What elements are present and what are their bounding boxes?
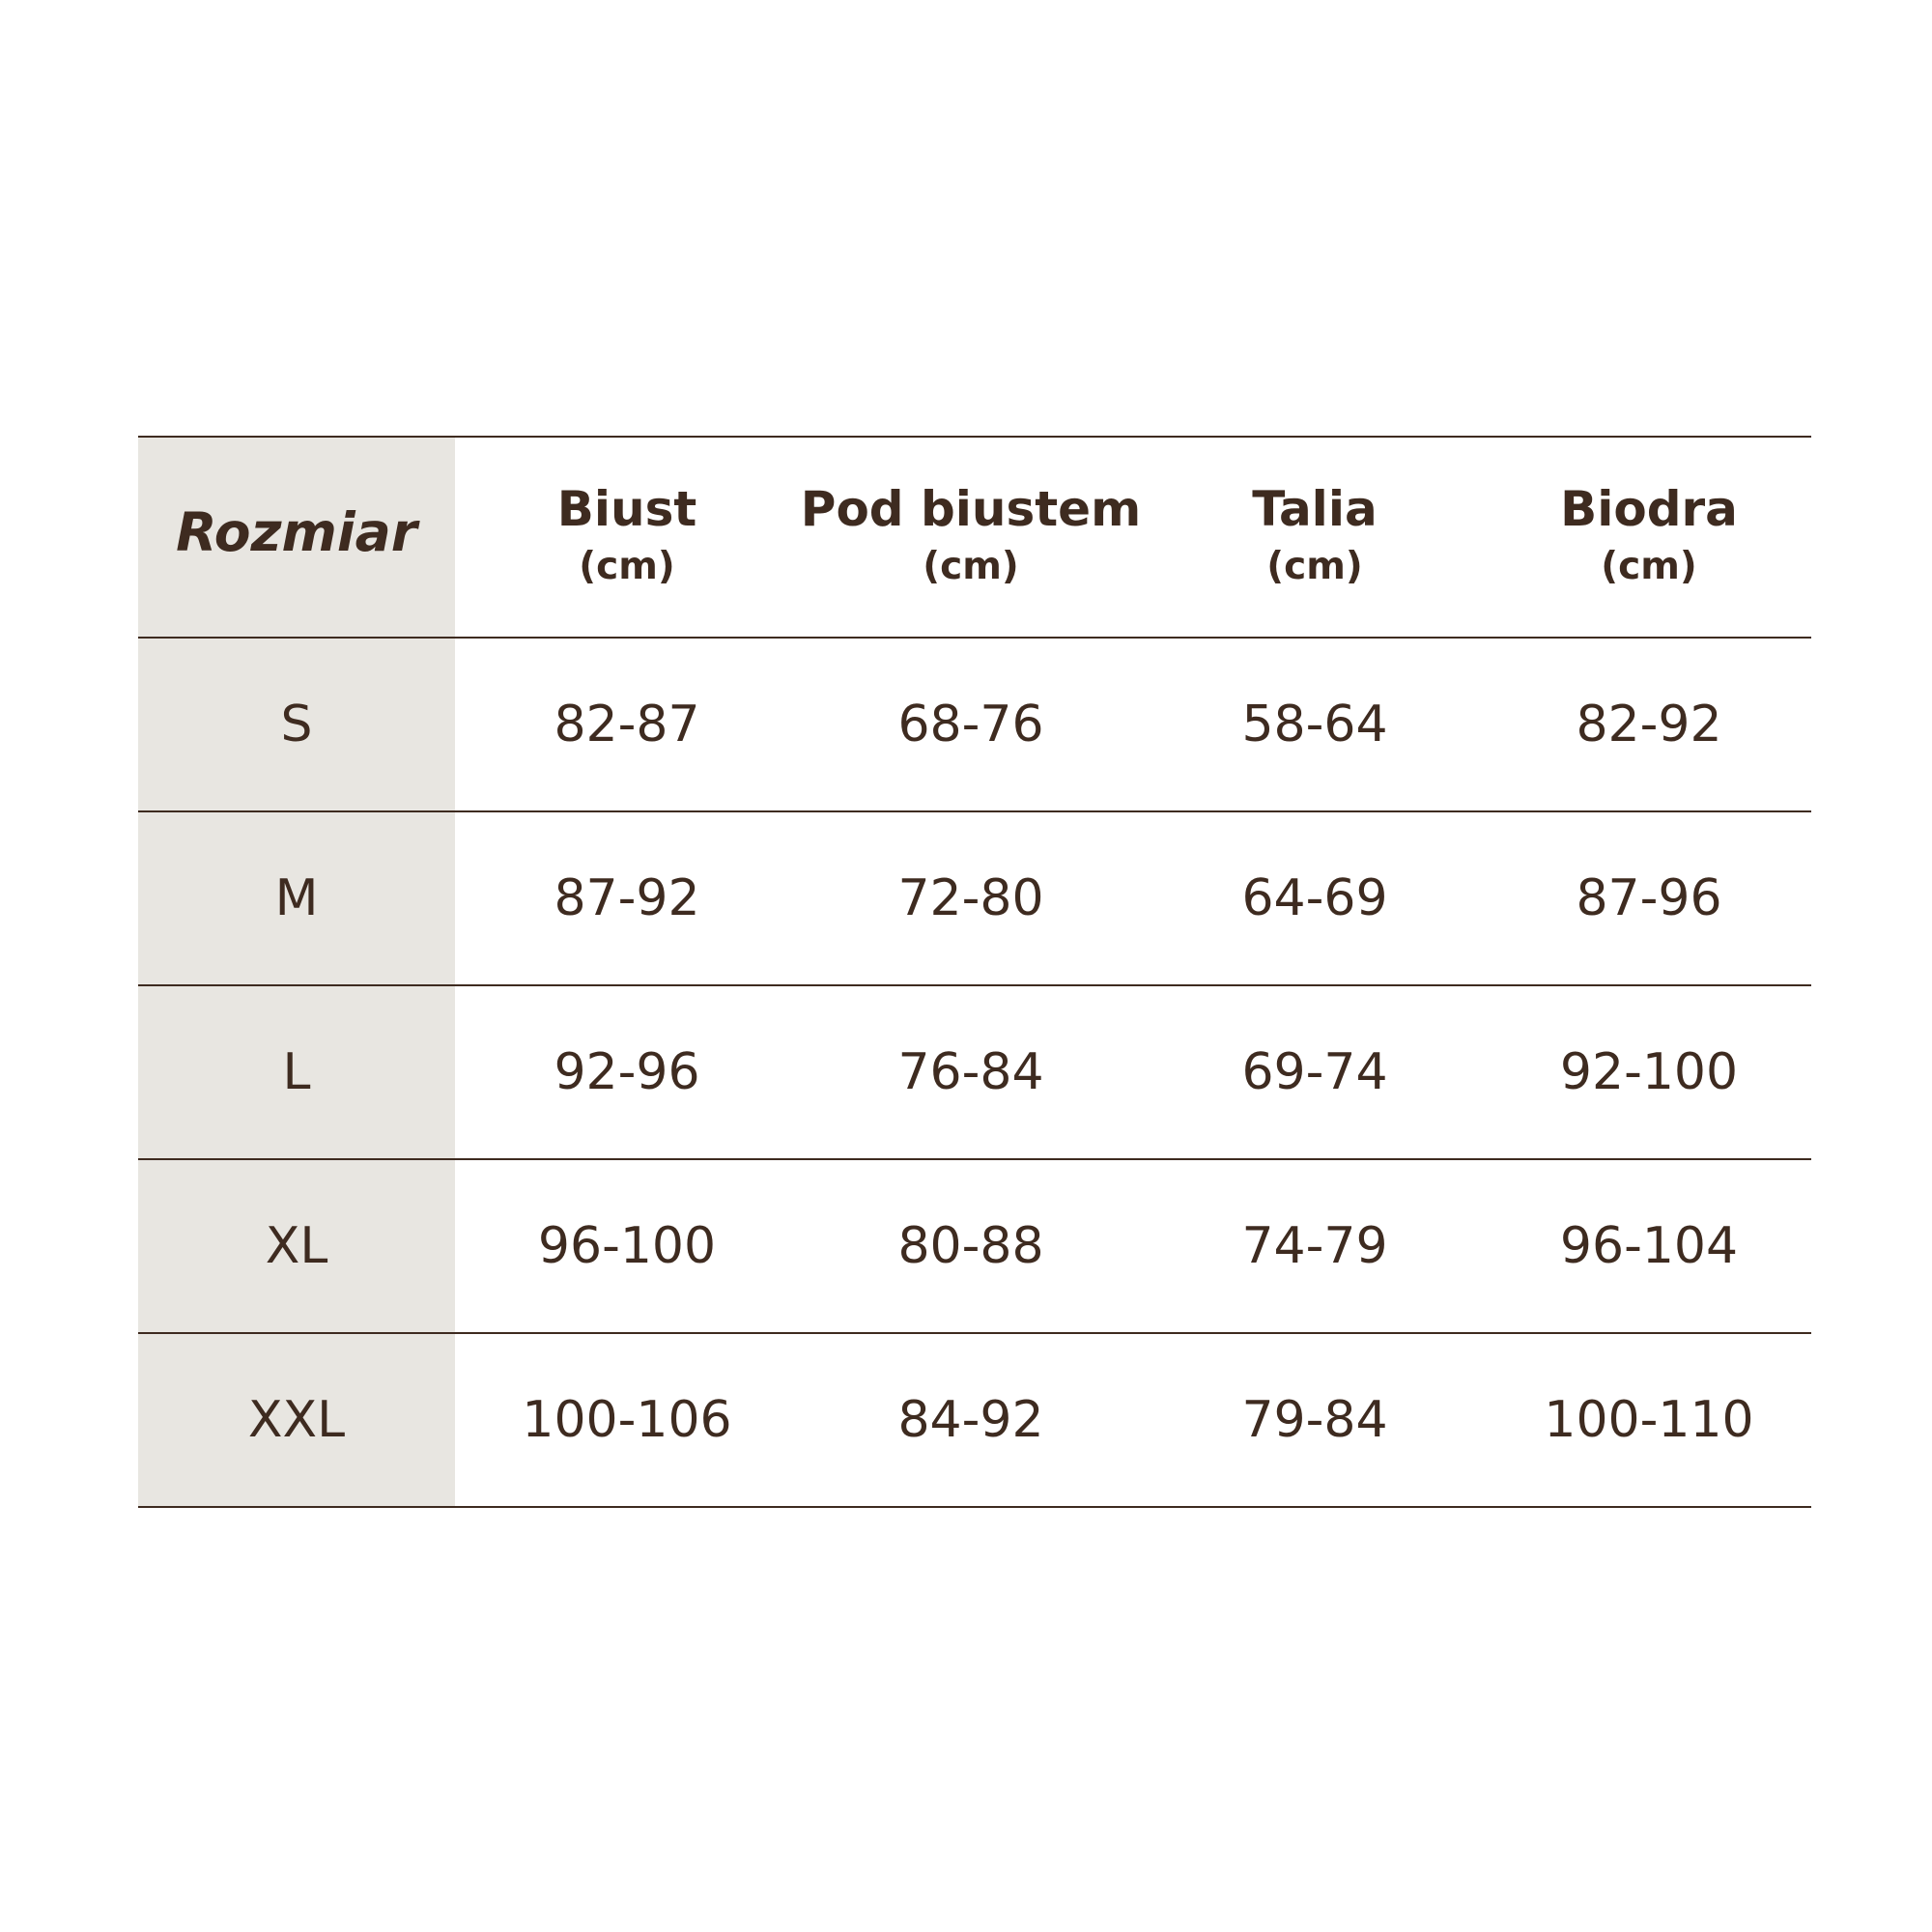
measurement-value: 87-92: [554, 869, 700, 927]
column-unit: (cm): [923, 545, 1019, 589]
table-row: [138, 639, 1811, 812]
column-unit: (cm): [1266, 545, 1363, 589]
table-row: [138, 1160, 1811, 1334]
measurement-value: 64-69: [1241, 869, 1388, 927]
table-row: [138, 986, 1811, 1160]
measurement-value: 87-96: [1576, 869, 1722, 927]
measurement-value: 58-64: [1241, 696, 1388, 753]
size-label: L: [282, 1043, 311, 1101]
hips-cell: [1487, 1334, 1811, 1506]
bust-cell: [455, 639, 799, 810]
measurement-value: 72-80: [897, 869, 1044, 927]
measurement-value: 76-84: [897, 1043, 1044, 1101]
underbust-cell: [799, 1160, 1143, 1332]
hips-cell: [1487, 639, 1811, 810]
table-row: [138, 1334, 1811, 1508]
column-title: Biust: [556, 480, 697, 537]
underbust-cell: [799, 812, 1143, 984]
bust-cell: [455, 986, 799, 1158]
column-header-bust: [455, 438, 799, 637]
underbust-cell: [799, 639, 1143, 810]
bust-cell: [455, 812, 799, 984]
waist-cell: [1143, 1334, 1487, 1506]
measurement-value: 92-96: [554, 1043, 700, 1101]
measurement-value: 96-100: [537, 1217, 717, 1275]
size-label: XXL: [247, 1391, 346, 1449]
size-column-label: Rozmiar: [176, 501, 417, 563]
size-label: XL: [265, 1217, 328, 1275]
column-unit: (cm): [579, 545, 675, 589]
measurement-value: 96-104: [1559, 1217, 1739, 1275]
size-cell: [138, 639, 455, 810]
table-header-row: [138, 436, 1811, 639]
hips-cell: [1487, 986, 1811, 1158]
column-title: Pod biustem: [800, 480, 1142, 537]
waist-cell: [1143, 812, 1487, 984]
column-title: Biodra: [1560, 480, 1738, 537]
size-cell: [138, 812, 455, 984]
underbust-cell: [799, 1334, 1143, 1506]
measurement-value: 100-110: [1544, 1391, 1754, 1449]
size-label: M: [274, 869, 319, 927]
measurement-value: 79-84: [1241, 1391, 1388, 1449]
measurement-value: 68-76: [897, 696, 1044, 753]
measurement-value: 80-88: [897, 1217, 1044, 1275]
column-title: Talia: [1252, 480, 1378, 537]
hips-cell: [1487, 812, 1811, 984]
column-header-underbust: [799, 438, 1143, 637]
column-unit: (cm): [1601, 545, 1697, 589]
measurement-value: 100-106: [522, 1391, 732, 1449]
measurement-value: 69-74: [1241, 1043, 1388, 1101]
measurement-value: 74-79: [1241, 1217, 1388, 1275]
measurement-value: 84-92: [897, 1391, 1044, 1449]
size-cell: [138, 986, 455, 1158]
size-label: S: [280, 696, 313, 753]
size-cell: [138, 1160, 455, 1332]
column-header-waist: [1143, 438, 1487, 637]
size-chart-table: [138, 436, 1811, 1508]
measurement-value: 82-92: [1576, 696, 1722, 753]
waist-cell: [1143, 1160, 1487, 1332]
measurement-value: 92-100: [1559, 1043, 1739, 1101]
column-header-hips: [1487, 438, 1811, 637]
table-row: [138, 812, 1811, 986]
hips-cell: [1487, 1160, 1811, 1332]
underbust-cell: [799, 986, 1143, 1158]
size-column-header: [138, 438, 455, 637]
waist-cell: [1143, 639, 1487, 810]
size-cell: [138, 1334, 455, 1506]
waist-cell: [1143, 986, 1487, 1158]
measurement-value: 82-87: [554, 696, 700, 753]
bust-cell: [455, 1334, 799, 1506]
bust-cell: [455, 1160, 799, 1332]
